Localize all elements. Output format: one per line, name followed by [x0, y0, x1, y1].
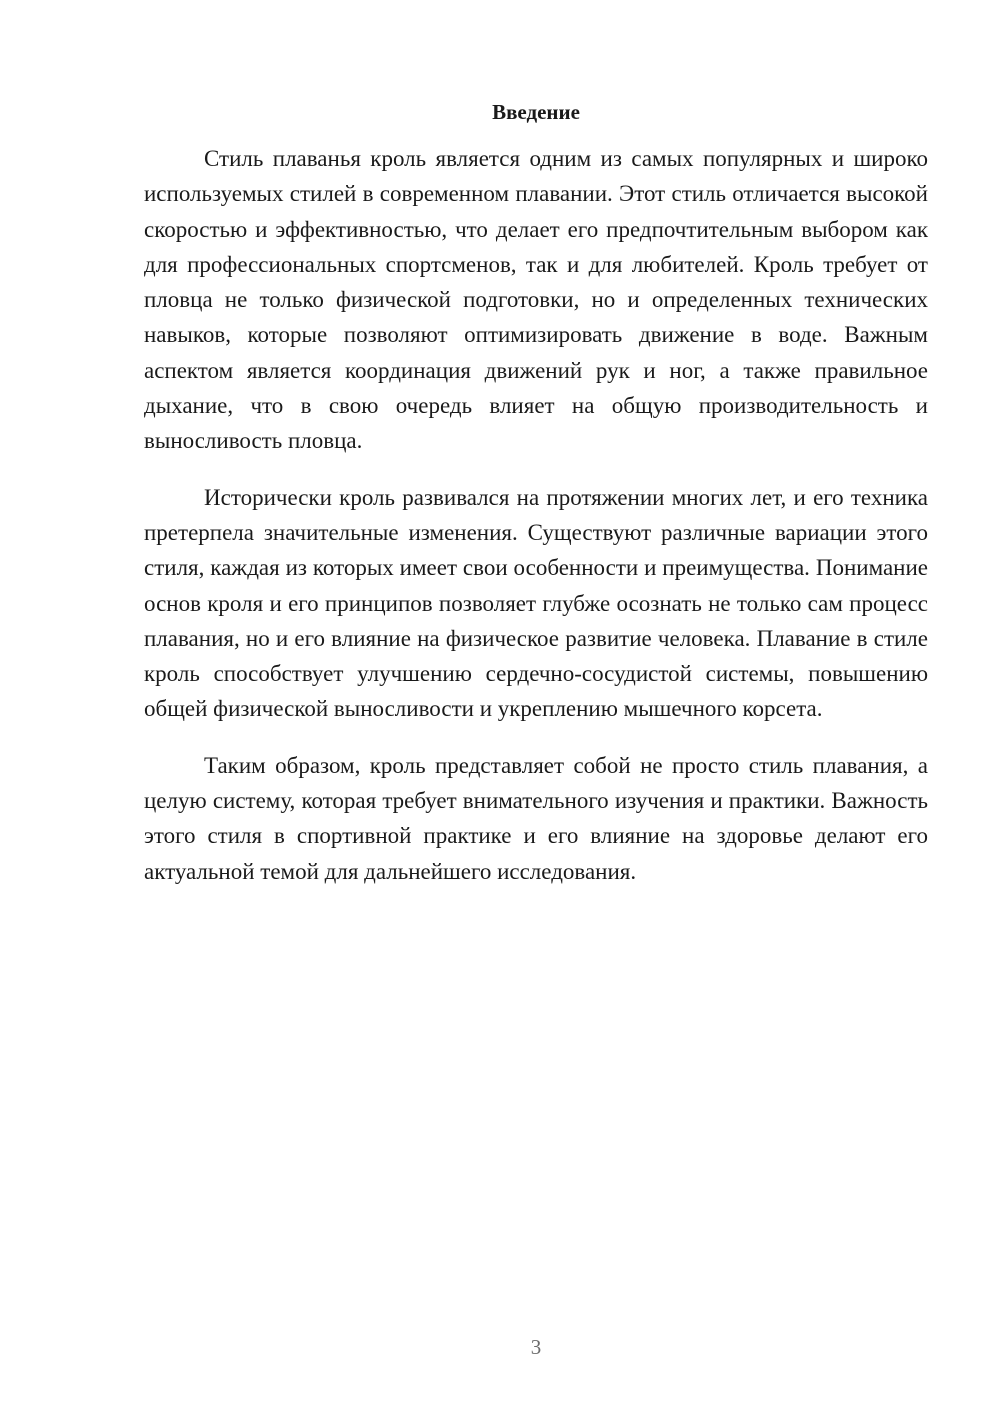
paragraph-1: Стиль плаванья кроль является одним из самых популярных и широко используемых стилей в современном плавании. Этот стиль отличается высокой скоростью и эффективностью, что делает его предпочтительным выбором как для профессиональных спортсменов, так и для любителей. Кроль требует от пловца не только физической подготовки, но и определенных технических навыков, которые позволяют оптимизировать движение в воде. Важным аспектом является координация движений рук и ног, а также правильное дыхание, что в свою очередь влияет на общую производительность и выносливость пловца.: [144, 146, 928, 454]
body-text: [144, 141, 928, 910]
page-number: 3: [530, 1335, 542, 1359]
section-heading: Введение: [492, 100, 580, 124]
paragraph-2: Исторически кроль развивался на протяжении многих лет, и его техника претерпела значительные изменения. Существуют различные вариации этого стиля, каждая из которых имеет свои особенности и преимущества. Понимание основ кроля и его принципов позволяет глубже осознать не только сам процесс плавания, но и его влияние на физическое развитие человека. Плавание в стиле кроль способствует улучшению сердечно-сосудистой системы, повышению общей физической выносливости и укреплению мышечного корсета.: [144, 484, 928, 722]
paragraph-3: Таким образом, кроль представляет собой не просто стиль плавания, а целую систему, которая требует внимательного изучения и практики. Важность этого стиля в спортивной практике и его влияние на здоровье делают его актуальной темой для дальнейшего исследования.: [144, 752, 928, 884]
